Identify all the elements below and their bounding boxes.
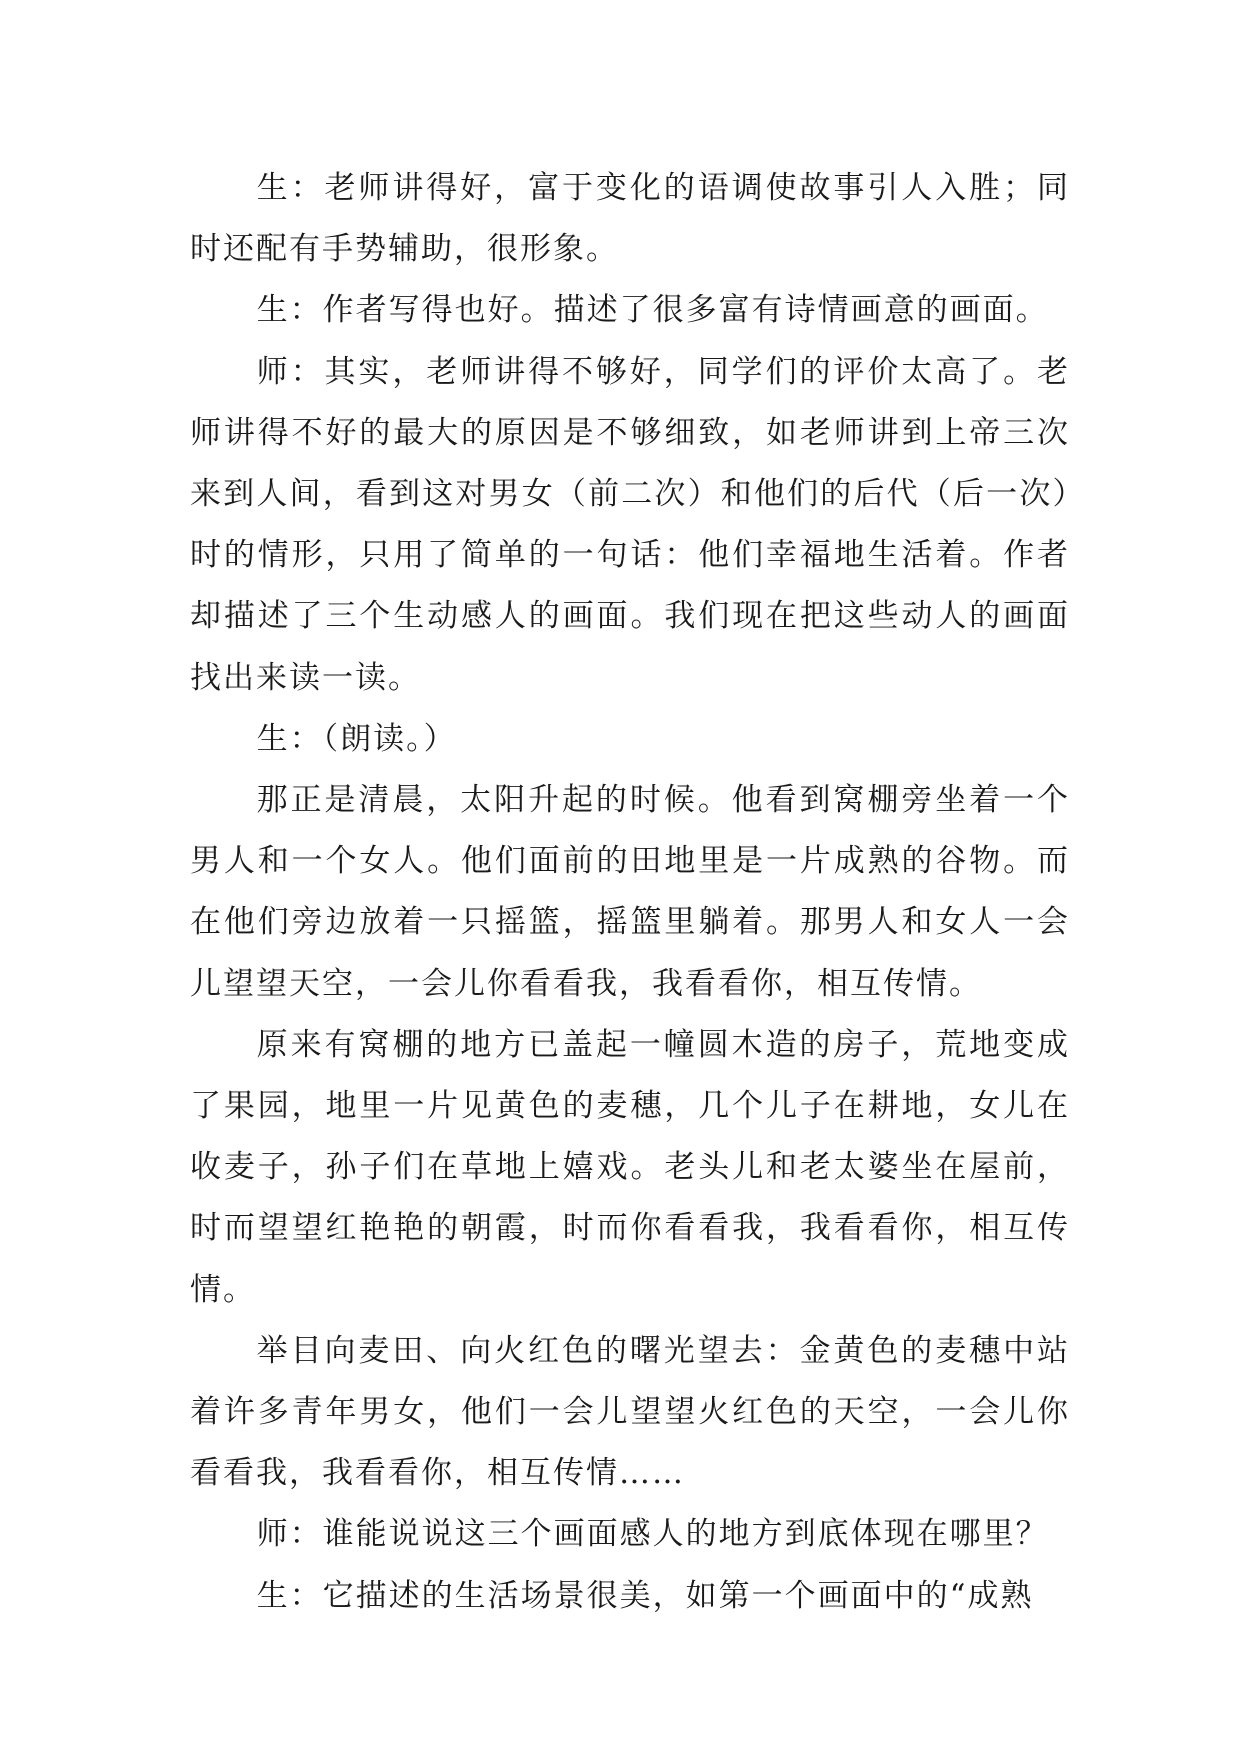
paragraph-1: 生：老师讲得好，富于变化的语调使故事引人入胜；同时还配有手势辅助，很形象。 — [190, 170, 1070, 268]
paragraph-3: 师：其实，老师讲得不够好，同学们的评价太高了。老师讲得不好的最大的原因是不够细致，如老师讲到上帝三次来到人间，看到这对男女（前二次）和他们的后代（后一次）时的情形，只用了简单的一句话：他们幸福地生活着。作者却描述了三个生动感人的画面。我们现在把这些动人的画面找出来读一读。 — [190, 353, 1070, 696]
paragraph-6: 原来有窝棚的地方已盖起一幢圆木造的房子，荒地变成了果园，地里一片见黄色的麦穗，几个儿子在耕地，女儿在收麦子，孙子们在草地上嬉戏。老头儿和老太婆坐在屋前，时而望望红艳艳的朝霞，时而你看看我，我看看你，相互传情。 — [190, 1026, 1070, 1308]
paragraph-9: 生：它描述的生活场景很美，如第一个画面中的“成熟 — [256, 1577, 1034, 1614]
paragraph-2: 生：作者写得也好。描述了很多富有诗情画意的画面。 — [256, 292, 1049, 329]
paragraph-8: 师：谁能说说这三个画面感人的地方到底体现在哪里？ — [256, 1516, 1049, 1553]
paragraph-5: 那正是清晨，太阳升起的时候。他看到窝棚旁坐着一个男人和一个女人。他们面前的田地里是一片成熟的谷物。而在他们旁边放着一只摇篮，摇篮里躺着。那男人和女人一会儿望望天空，一会儿你看看我，我看看你，相互传情。 — [190, 782, 1070, 1002]
paragraph-4: 生：（朗读。） — [256, 720, 457, 757]
paragraph-7: 举目向麦田、向火红色的曙光望去：金黄色的麦穗中站着许多青年男女，他们一会儿望望火红色的天空，一会儿你看看我，我看看你，相互传情…… — [190, 1332, 1070, 1492]
document-body — [190, 158, 1070, 1627]
